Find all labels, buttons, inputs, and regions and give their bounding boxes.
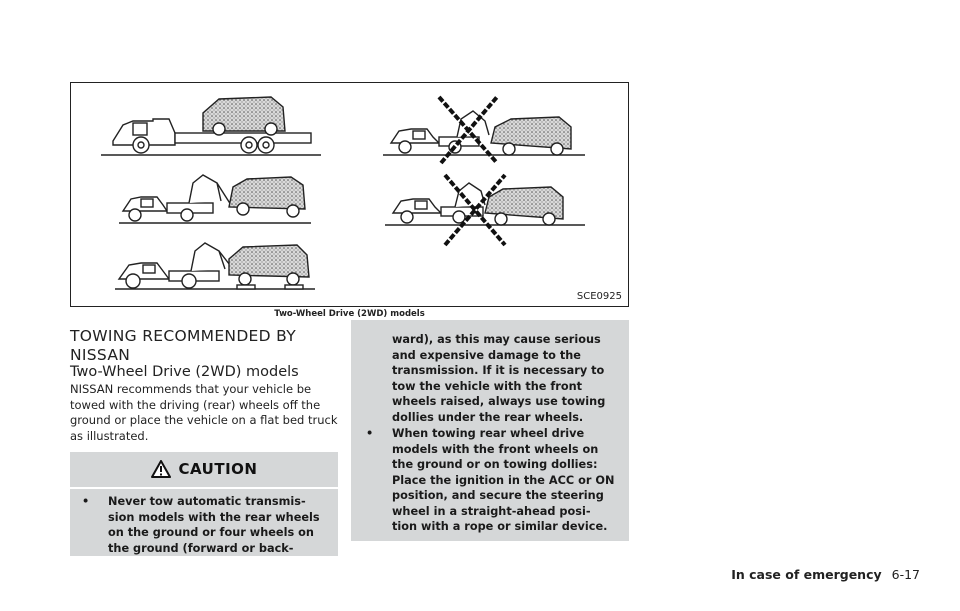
figure-caption: Two-Wheel Drive (2WD) models [274,309,425,319]
cross-mark-1-icon [439,97,497,163]
page-footer [731,567,920,582]
bullet-line: position, and secure the steering [392,489,604,502]
bullet-line: wheels raised, always use towing [392,395,606,408]
wheel-lift-truck-illustration [119,175,311,223]
section-subheading: Two-Wheel Drive (2WD) models [70,364,299,380]
flatbed-truck-illustration [101,97,321,155]
body-paragraph: NISSAN recommends that your vehicle be towed with the driving (rear) wheels off the ground or place the vehicle on a flat bed truck as illustrated. [70,382,338,443]
bullet-marker: • [82,495,90,508]
caution-header [70,452,338,485]
bullet-line: tow the vehicle with the front [392,379,583,393]
figure-code: SCE0925 [576,291,622,302]
bullet-line: the ground or on towing dollies: [392,458,598,471]
bullet-line: models with the front wheels on [392,442,599,456]
bullet-line: and expensive damage to the [392,348,581,362]
bullet-line: Place the ignition in the ACC or ON [392,473,615,487]
dolly-tow-truck-illustration [115,243,315,289]
bullet-line: sion models with the rear wheels [108,510,320,524]
bullet-line: ward), as this may cause serious [392,333,601,346]
caution-bullet-1-continued-text [392,332,605,425]
caution-title: CAUTION [178,459,258,478]
caution-continued-box [351,320,629,541]
bullet-line: tion with a rope or similar device. [392,520,608,533]
bullet-line: dollies under the rear wheels. [392,410,584,424]
footer-section-title: In case of emergency [731,567,882,582]
page-number: 6-17 [891,567,920,582]
caution-bullet-1-text [108,494,320,556]
section-heading: TOWING RECOMMENDED BY NISSAN [70,327,296,364]
towing-illustrations [71,83,630,308]
caution-divider [70,487,338,489]
bullet-line: the ground (forward or back- [108,541,294,555]
bullet-line: on the ground or four wheels on [108,526,314,539]
towing-figure [70,82,629,307]
bullet-marker: • [366,427,374,440]
caution-bullet-1 [82,494,332,556]
warning-triangle-icon [151,460,171,478]
caution-box [70,452,338,556]
bullet-line: transmission. If it is necessary to [392,364,605,377]
bullet-line: wheel in a straight-ahead posi- [392,504,591,518]
bullet-line: When towing rear wheel drive [392,427,585,440]
bullet-line: Never tow automatic transmis- [108,495,306,508]
caution-bullet-2-text [392,426,614,535]
